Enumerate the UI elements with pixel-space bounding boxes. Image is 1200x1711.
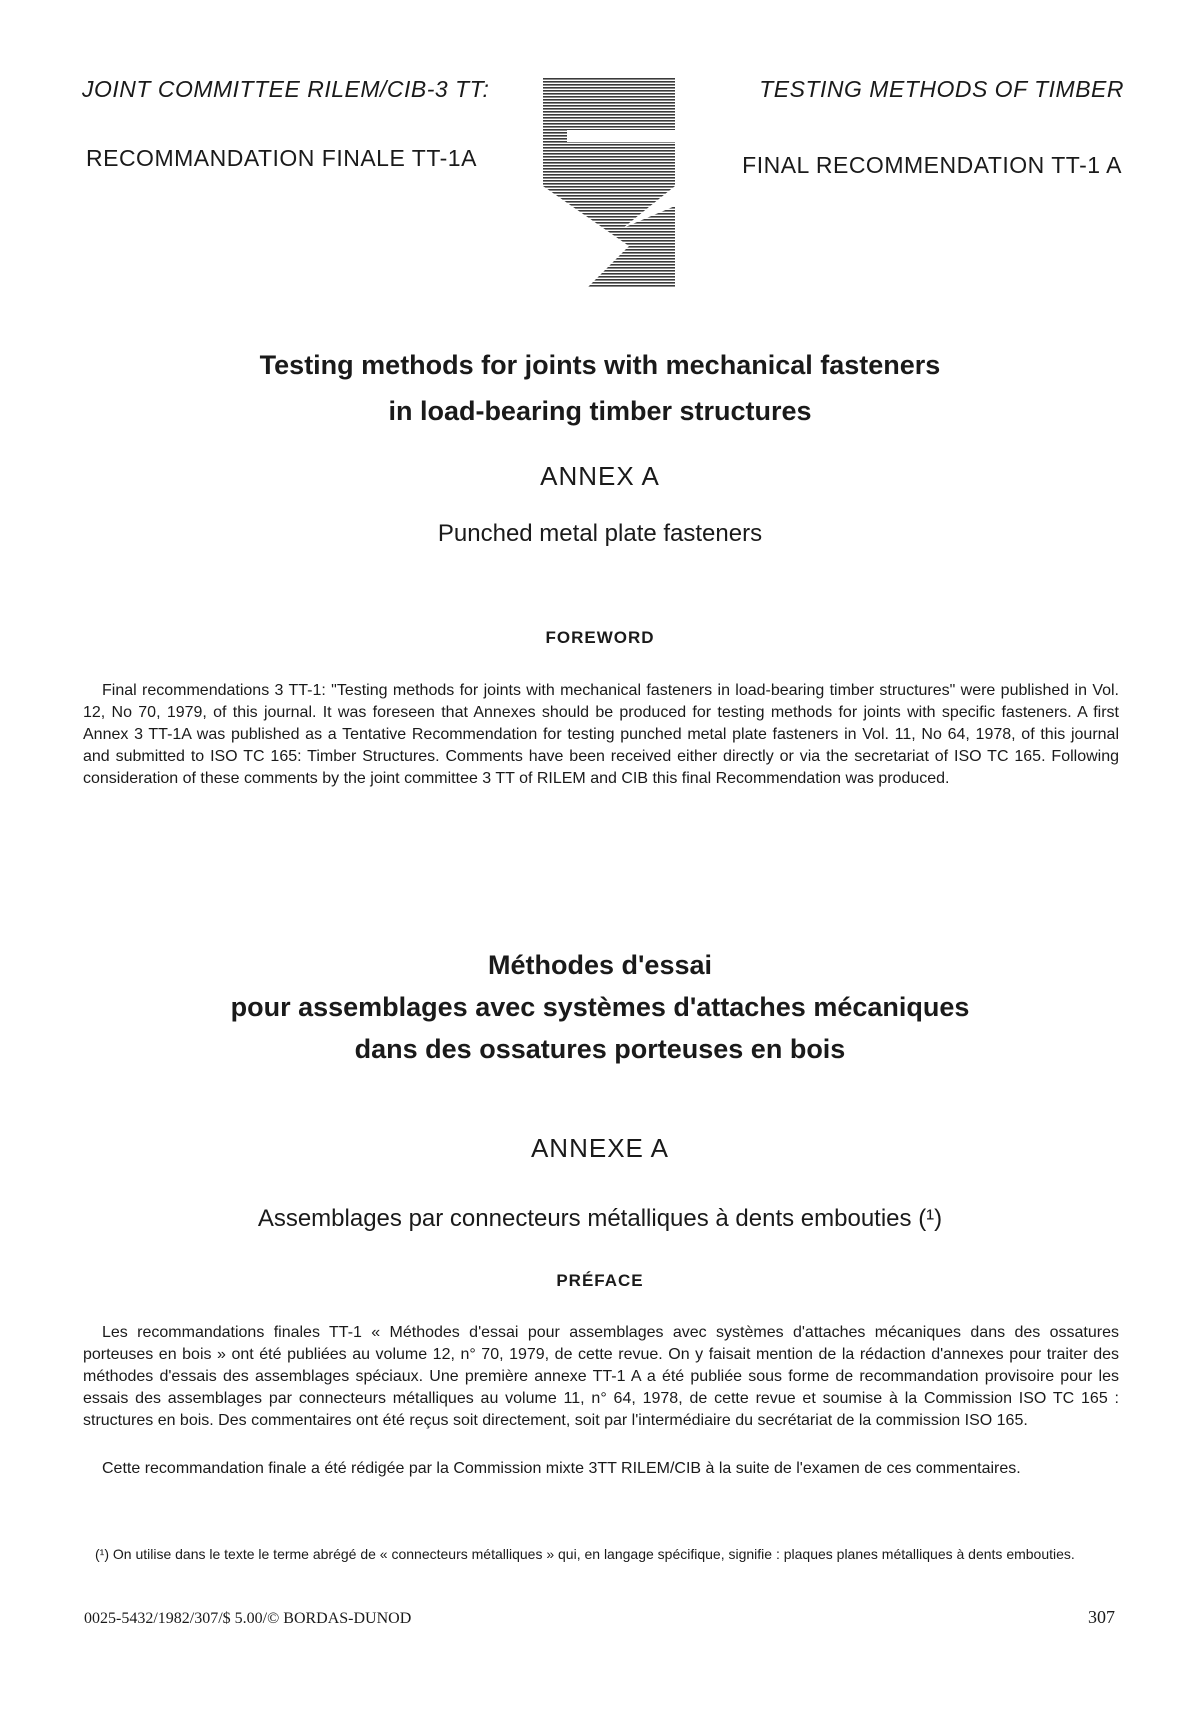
preface-paragraph-2: Cette recommandation finale a été rédigée par la Commission mixte 3TT RILEM/CIB à la suite de l'examen de ces commentaires.: [102, 1460, 1021, 1477]
english-title-line-1: Testing methods for joints with mechanical fasteners: [259, 350, 941, 380]
french-title-line-3: dans des ossatures porteuses en bois: [354, 1034, 846, 1064]
header-recommendation-en: FINAL RECOMMENDATION TT-1 A: [742, 152, 1122, 178]
english-subtitle: Punched metal plate fasteners: [437, 520, 763, 547]
header-committee: JOINT COMMITTEE RILEM/CIB-3 TT:: [82, 76, 490, 102]
footnote: (¹) On utilise dans le texte le terme abrégé de « connecteurs métalliques » qui, en langage spécifique, signifie : plaques planes métalliques à dents embouties.: [95, 1546, 1075, 1562]
english-annex-heading: ANNEX A: [540, 461, 660, 491]
preface-heading: PRÉFACE: [556, 1271, 644, 1290]
foreword-paragraph: Final recommendations 3 TT-1: "Testing methods for joints with mechanical fasteners in load-bearing timber structures" were published in Vol. 12, No 70, 1979, of this journal. It was foreseen that Annexes should be produced for testing methods for joints with specific fasteners. A first Annex 3 TT-1A was published as a Tentative Recommendation for testing punched metal plate fasteners in Vol. 11, No 64, 1978, of this journal and submitted to ISO TC 165: Timber Structures. Comments have been received either directly or via the secretariat of ISO TC 165. Following consideration of these comments by the joint committee 3 TT of RILEM and CIB this final Recommendation was produced.: [83, 682, 1119, 787]
english-title-line-2: in load-bearing timber structures: [388, 396, 812, 426]
preface-paragraph-1: Les recommandations finales TT-1 « Méthodes d'essai pour assemblages avec systèmes d'attaches mécaniques dans des ossatures porteuses en bois » ont été publiées au volume 12, n° 70, 1979, de cette revue. On y faisait mention de la rédaction d'annexes pour traiter des méthodes d'essais des assemblages spéciaux. Une première annexe TT-1 A a été publiée sous forme de recommandation provisoire pour les essais des assemblages par connecteurs métalliques au volume 11, n° 64, 1978, de cette revue et soumise à la Commission ISO TC 165 : structures en bois. Des commentaires ont été reçus soit directement, soit par l'intermédiaire du secrétariat de la commission ISO 165.: [83, 1324, 1119, 1429]
copyright-line: 0025-5432/1982/307/$ 5.00/© BORDAS-DUNOD: [84, 1610, 412, 1627]
header-testing-methods: TESTING METHODS OF TIMBER: [759, 76, 1124, 102]
french-title-line-2: pour assemblages avec systèmes d'attaches mécaniques: [230, 992, 970, 1022]
foreword-heading: FOREWORD: [545, 628, 655, 647]
page-number: 307: [1088, 1607, 1115, 1627]
french-subtitle: Assemblages par connecteurs métalliques à dents embouties (¹): [257, 1205, 943, 1232]
rilem-striped-logo-icon: [543, 78, 675, 288]
french-title-line-1: Méthodes d'essai: [488, 950, 712, 980]
french-title: [60, 944, 1140, 1070]
english-title: [60, 342, 1140, 434]
header-recommendation-fr: RECOMMANDATION FINALE TT-1A: [86, 145, 477, 171]
french-annex-heading: ANNEXE A: [530, 1133, 670, 1163]
